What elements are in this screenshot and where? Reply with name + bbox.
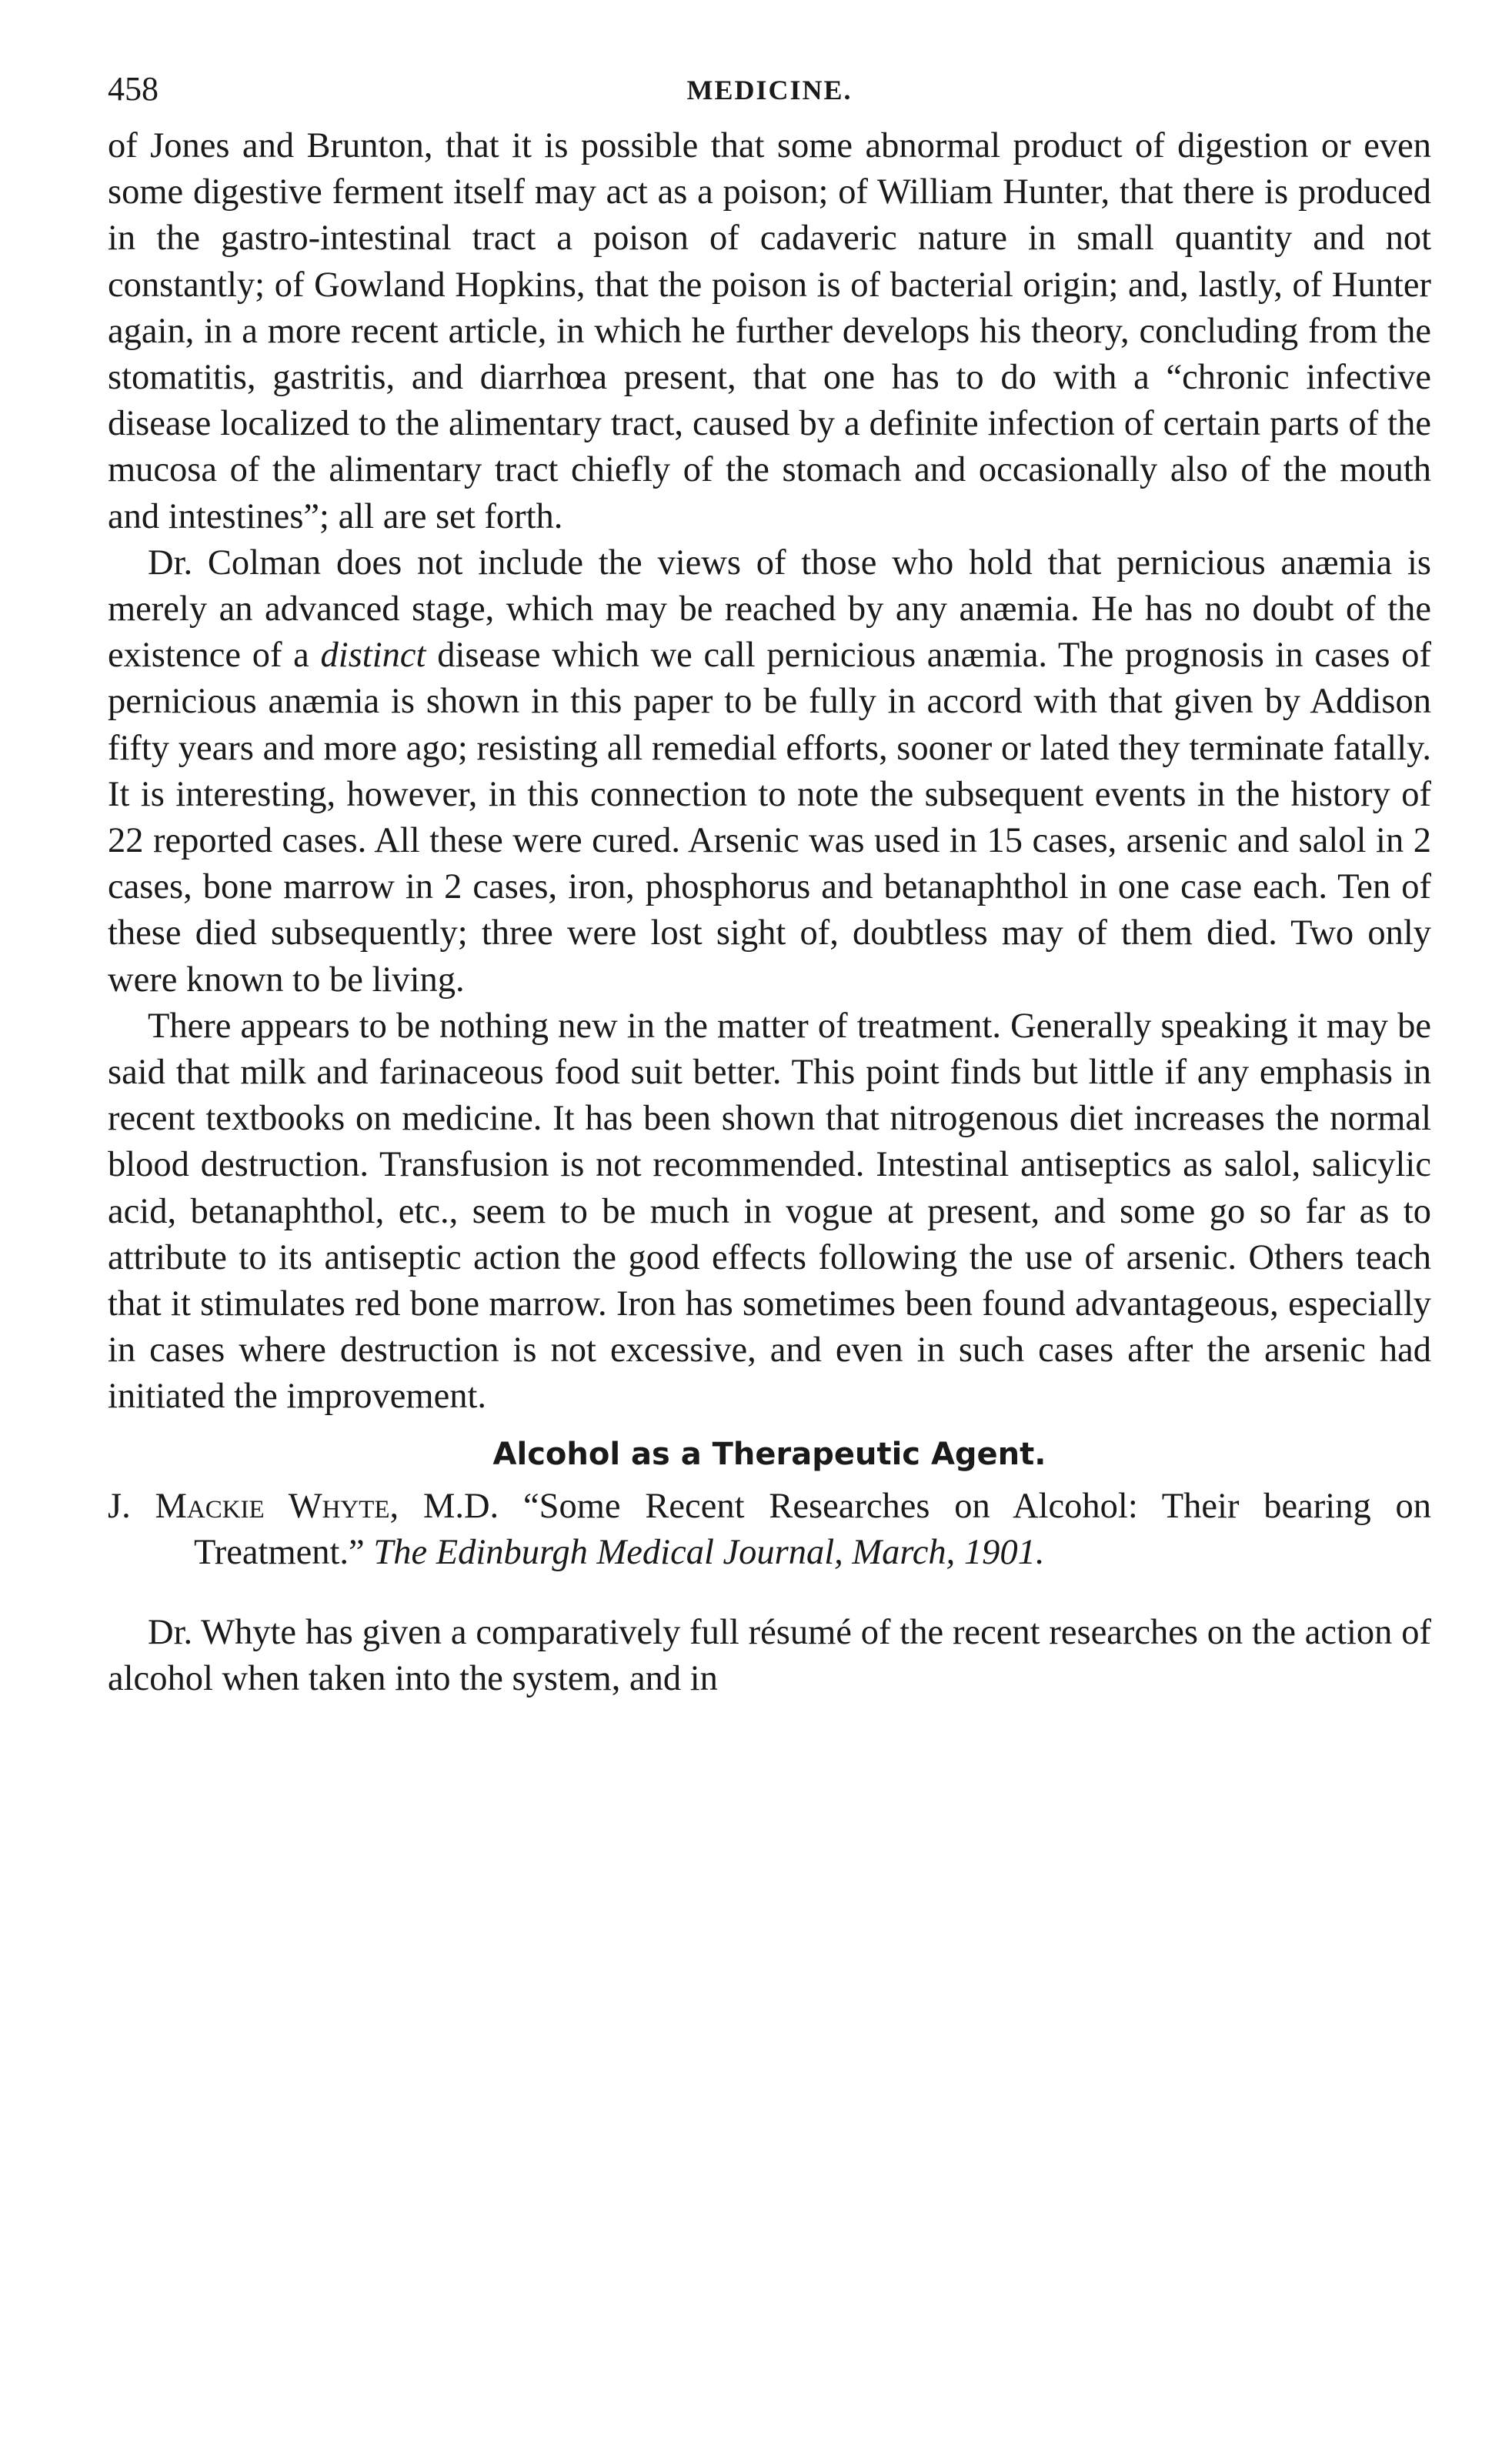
citation-author: J. Mackie Whyte, M.D. [108,1486,499,1526]
emphasis-distinct: distinct [320,636,426,676]
paragraph-opinions: of Jones and Brunton, that it is possible that some abnormal product of digestion or even some digestive ferment itself may act as a poison; of William Hunter, that there is produced in the gastro-intestinal tract a poison of cadaveric nature in small quantity and not constantly; of Gowland Hopkins, that the poison is of bacterial origin; and, lastly, of Hunter again, in a more recent article, in which he further develops his theory, concluding from the stomatitis, gastritis, and diarrhœa present, that one has to do with a “chronic infective disease localized to the alimentary tract, caused by a definite infection of certain parts of the mucosa of the alimentary tract chiefly of the stomach and occasionally also of the mouth and intestines”; all are set forth. [108,126,1431,536]
paragraph-colman-text-1: Dr. Colman does not include the views of those who hold that pernicious anæmia is merely an advanced stage, which may be reached by any anæmia. He has no doubt of the existence of a [108,542,1431,676]
citation-journal: The Edinburgh Medical Journal, March, 1901. [373,1532,1045,1572]
paragraph-treatment: There appears to be nothing new in the matter of treatment. Generally speaking it may be said that milk and farinaceous food suit better. This point finds but little if any emphasis in recent textbooks on medicine. It has been shown that nitrogenous diet increases the normal blood destruction. Transfusion is not recommended. Intestinal antiseptics as salol, salicylic acid, betanaphthol, etc., seem to be much in vogue at present, and some go so far as to attribute to its antiseptic action the good effects following the use of arsenic. Others teach that it stimulates red bone marrow. Iron has sometimes been found advantageous, especially in cases where destruction is not excessive, and even in such cases after the arsenic had initiated the improvement. [108,1006,1431,1417]
page-header [108,69,1431,123]
paragraph-whyte: Dr. Whyte has given a comparatively full résumé of the recent researches on the action of alcohol when taken into the system, and in [108,1613,1431,1699]
paragraph-colman-text-2: disease which we call pernicious anæmia. The prognosis in cases of pernicious anæmia is shown in this paper to be fully in accord with that given by Addison fifty years and more ago; resisting all remedial efforts, sooner or lated they terminate fatally. It is interesting, however, in this connection to note the subsequent events in the history of 22 reported cases. All these were cured. Arsenic was used in 15 cases, arsenic and salol in 2 cases, bone marrow in 2 cases, iron, phosphorus and betanaphthol in one case each. Ten of these died subsequently; three were lost sight of, doubtless may of them died. Two only were known to be living. [108,636,1431,1000]
paragraph-colman-prognosis [108,540,1431,1003]
section-heading: Alcohol as a Therapeutic Agent. [492,1436,1046,1472]
citation [108,1484,1431,1576]
book-page [108,69,1431,1703]
running-head: MEDICINE. [686,75,853,105]
page-number: 458 [108,70,159,108]
citation-title: “Some Recent Researches on Alcohol: Their bearing on Treatment.” [194,1486,1432,1572]
